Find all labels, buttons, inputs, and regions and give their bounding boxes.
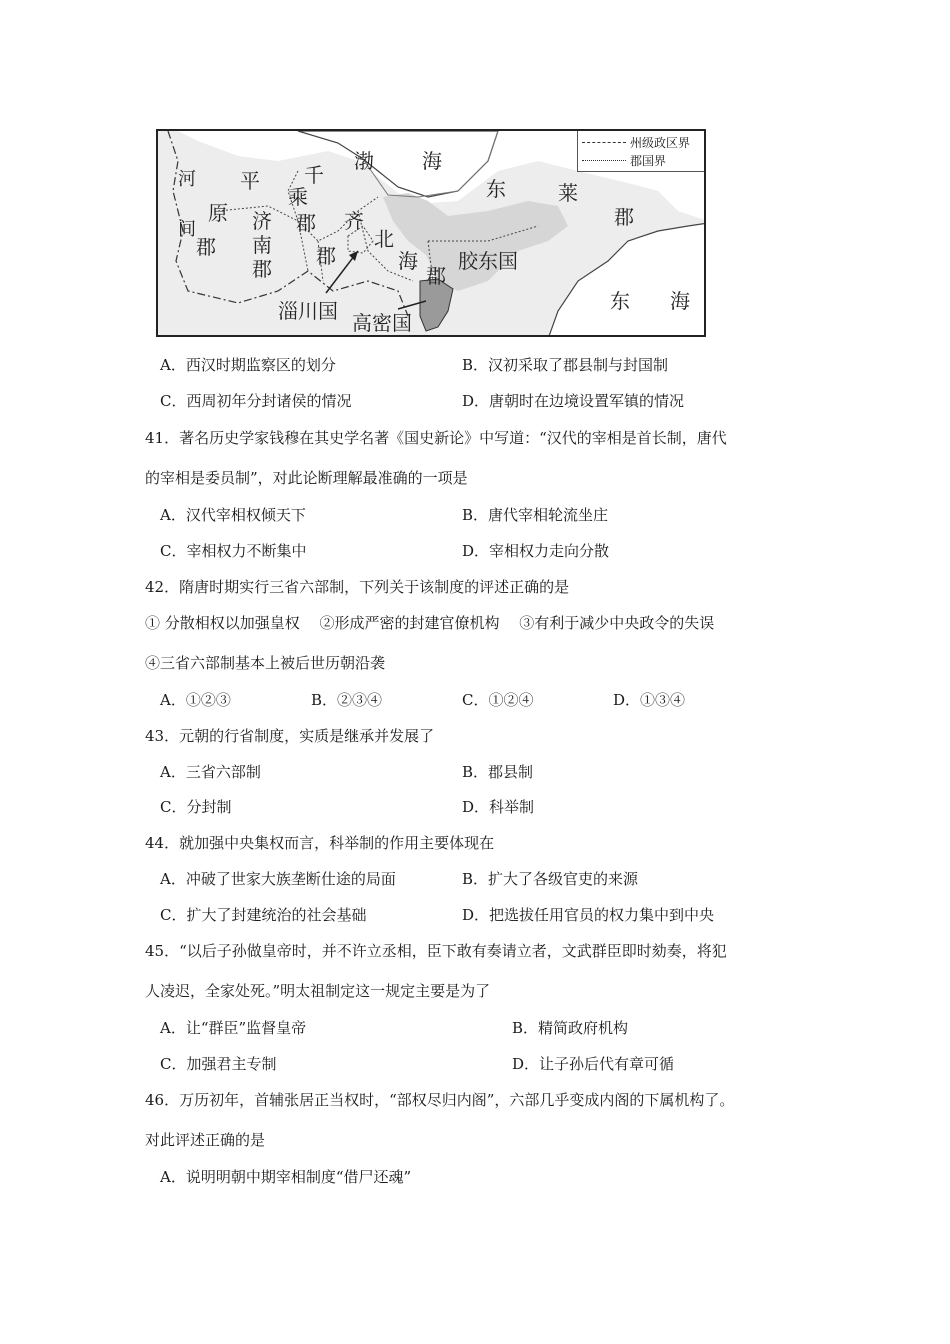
q45-stem-2: 人凌迟，全家处死。”明太祖制定这一规定主要是为了 — [145, 982, 491, 1000]
label-yuan: 原 — [208, 201, 228, 225]
q40-option-d: D．唐朝时在边境设置军镇的情况 — [462, 392, 685, 410]
q44-option-a: A．冲破了世家大族垄断仕途的局面 — [160, 870, 396, 888]
q42-option-d: D．①③④ — [613, 691, 686, 709]
q43-stem: 43．元朝的行省制度，实质是继承并发展了 — [145, 727, 435, 745]
q43-option-c: C．分封制 — [160, 798, 232, 816]
q41-option-c: C．宰相权力不断集中 — [160, 542, 307, 560]
label-beihai-3: 郡 — [426, 264, 446, 288]
q42-option-b: B．②③④ — [311, 691, 383, 709]
label-gaomi: 高密国 — [352, 311, 412, 335]
q46-option-a: A．说明明朝中期宰相制度“借尸还魂” — [160, 1168, 412, 1186]
legend-state — [582, 134, 690, 150]
label-donglai-2: 莱 — [558, 181, 578, 205]
q42-option-c: C．①②④ — [462, 691, 534, 709]
label-beihai-1: 北 — [374, 227, 394, 251]
label-qiancheng-1: 千 — [304, 163, 324, 187]
legend-commandery — [582, 152, 666, 168]
label-qiancheng-2: 乘 — [288, 185, 308, 209]
label-donghai-2: 海 — [670, 289, 690, 313]
q45-stem-1: 45．“以后子孙做皇帝时，并不许立丞相，臣下敢有奏请立者，文武群臣即时劾奏，将犯 — [145, 942, 727, 960]
q41-stem-2: 的宰相是委员制”，对此论断理解最准确的一项是 — [145, 469, 468, 487]
label-jiaodong: 胶东国 — [458, 249, 518, 273]
label-donghai-1: 东 — [610, 289, 630, 313]
label-donglai-3: 郡 — [614, 205, 634, 229]
legend-dotted-line — [582, 160, 626, 161]
label-he: 河 — [178, 169, 196, 190]
label-ping: 平 — [240, 169, 260, 193]
label-bohai-2: 海 — [422, 149, 442, 173]
q45-option-a: A．让“群臣”监督皇帝 — [160, 1019, 307, 1037]
label-jinan-1: 济 — [252, 209, 272, 233]
label-jinan-2: 南 — [252, 233, 272, 257]
q43-option-a: A．三省六部制 — [160, 763, 261, 781]
q43-option-d: D．科举制 — [462, 798, 535, 816]
q42-stem: 42．隋唐时期实行三省六部制，下列关于该制度的评述正确的是 — [145, 578, 570, 596]
label-beihai-2: 海 — [398, 249, 418, 273]
legend-dashdot-line — [582, 142, 626, 143]
q45-option-c: C．加强君主专制 — [160, 1055, 277, 1073]
q44-stem: 44．就加强中央集权而言，科举制的作用主要体现在 — [145, 834, 495, 852]
q41-option-a: A．汉代宰相权倾天下 — [160, 506, 306, 524]
q42-option-a: A．①②③ — [160, 691, 231, 709]
q44-option-b: B．扩大了各级官吏的来源 — [462, 870, 639, 888]
q40-option-a: A．西汉时期监察区的划分 — [160, 356, 336, 374]
label-qi: 齐 — [344, 209, 364, 233]
q42-items-1: ① 分散相权以加强皇权 ②形成严密的封建官僚机构 ③有利于减少中央政令的失误 — [145, 614, 715, 632]
label-jian: 间 — [178, 219, 196, 240]
map-figure — [156, 129, 706, 337]
q46-stem-1: 46．万历初年，首辅张居正当权时，“部权尽归内阁”，六部几乎变成内阁的下属机构了。 — [145, 1091, 735, 1109]
legend-commandery-label: 郡国界 — [630, 153, 667, 168]
q40-option-b: B．汉初采取了郡县制与封国制 — [462, 356, 669, 374]
q45-option-b: B．精简政府机构 — [512, 1019, 629, 1037]
q41-option-d: D．宰相权力走向分散 — [462, 542, 610, 560]
label-bohai-1: 渤 — [354, 149, 374, 173]
q45-option-d: D．让子孙后代有章可循 — [512, 1055, 675, 1073]
label-jun1: 郡 — [196, 235, 216, 259]
label-donglai-1: 东 — [486, 177, 506, 201]
q41-option-b: B．唐代宰相轮流坐庄 — [462, 506, 609, 524]
q43-option-b: B．郡县制 — [462, 763, 534, 781]
q44-option-d: D．把选拔任用官员的权力集中到中央 — [462, 906, 715, 924]
q41-stem-1: 41．著名历史学家钱穆在其史学名著《国史新论》中写道：“汉代的宰相是首长制，唐代 — [145, 429, 727, 447]
q46-stem-2: 对此评述正确的是 — [145, 1131, 266, 1149]
label-qi-jun: 郡 — [316, 244, 336, 268]
q44-option-c: C．扩大了封建统治的社会基础 — [160, 906, 367, 924]
map-legend — [577, 131, 704, 172]
q40-option-c: C．西周初年分封诸侯的情况 — [160, 392, 352, 410]
legend-state-label: 州级政区界 — [630, 135, 691, 150]
q42-items-2: ④三省六部制基本上被后世历朝沿袭 — [145, 654, 386, 672]
label-zichuan: 淄川国 — [278, 299, 338, 323]
label-qiancheng-3: 郡 — [296, 211, 316, 235]
label-jinan-3: 郡 — [252, 257, 272, 281]
